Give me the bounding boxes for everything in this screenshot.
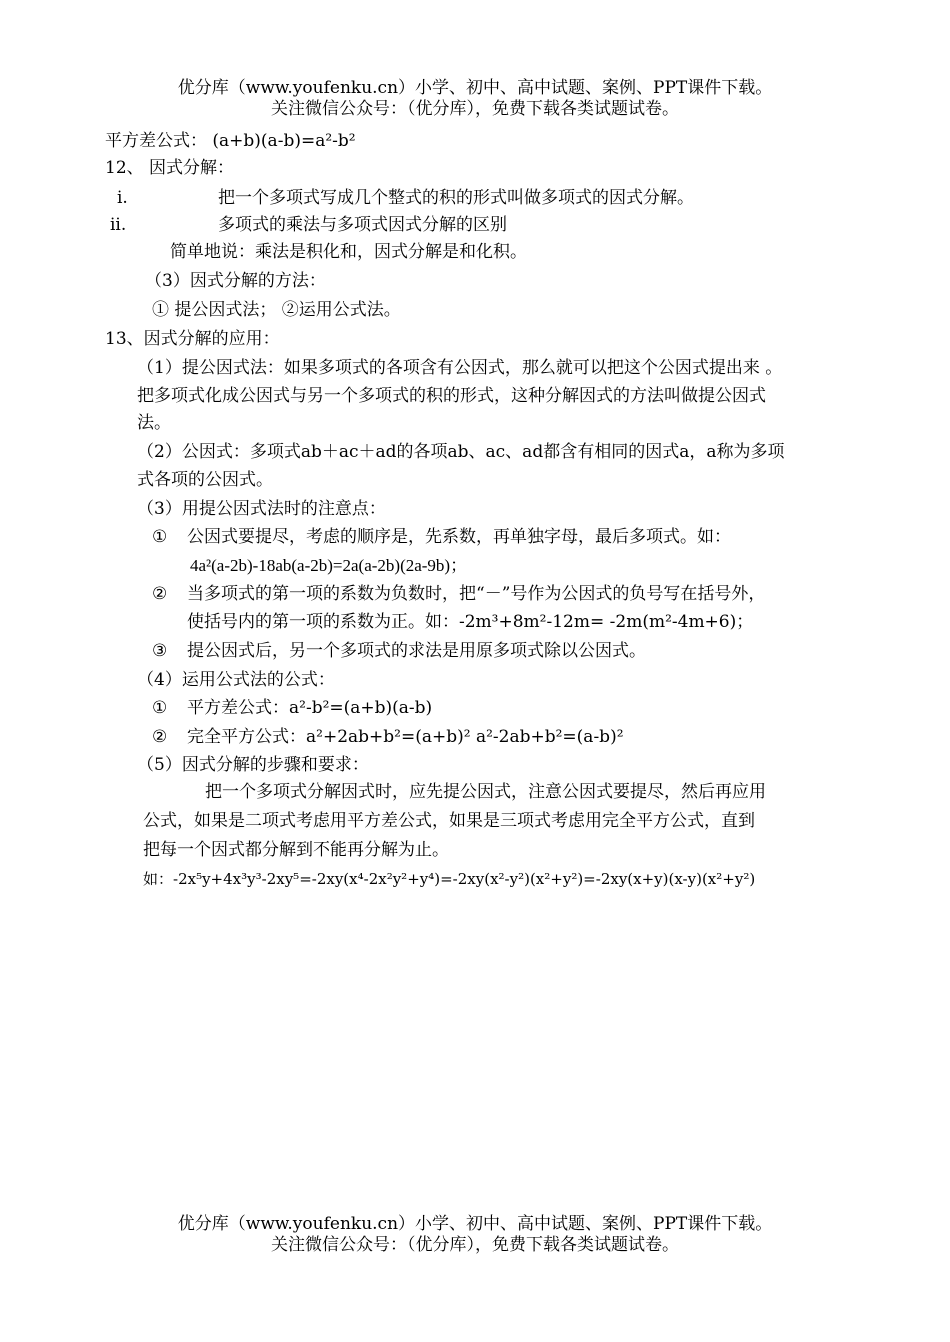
perfect-square: 完全平方公式：a²+2ab+b²=(a+b)² a²-2ab+b²=(a-b)² — [187, 727, 624, 747]
factoring-example: 如：-2x⁵y+4x³y³-2xy⁵=-2xy(x⁴-2x²y²+y⁴)=-2xy(x²-y²)(x²+y²)=-2xy(x+y)(x-y)(x²+y²) — [143, 870, 756, 888]
method-items: ① 提公因式法； ②运用公式法。 — [152, 300, 401, 320]
note-1-text: 公因式要提尽，考虑的顺序是，先系数，再单独字母，最后多项式。如： — [187, 527, 731, 547]
para-1-line-1: （1）提公因式法：如果多项式的各项含有公因式，那么就可以把这个公因式提出来 。 — [137, 358, 783, 378]
para-3-title: （3）用提公因式法时的注意点： — [137, 499, 386, 519]
footer-line-1: 优分库（www.youfenku.cn）小学、初中、高中试题、案例、PPT课件下载。 — [177, 1214, 773, 1234]
note-1-example: 4a²(a-2b)-18ab(a-2b)=2a(a-2b)(2a-9b)； — [190, 556, 468, 575]
para-5-line-1: 把一个多项式分解因式时，应先提公因式，注意公因式要提尽，然后再应用 — [205, 782, 766, 802]
para-2-line-2: 式各项的公因式。 — [137, 470, 273, 490]
para-5-line-2: 公式，如果是二项式考虑用平方差公式，如果是三项式考虑用完全平方公式，直到 — [143, 811, 755, 831]
note-1-marker: ① — [152, 527, 168, 547]
note-3-text: 提公因式后，另一个多项式的求法是用原多项式除以公因式。 — [187, 641, 646, 661]
difference-of-squares: 平方差公式：a²-b²=(a+b)(a-b) — [187, 698, 433, 718]
difference-text: 多项式的乘法与多项式因式分解的区别 — [218, 215, 507, 235]
section-13-heading: 13、因式分解的应用： — [105, 329, 280, 349]
simple-statement: 简单地说：乘法是积化和，因式分解是和化积。 — [170, 242, 527, 262]
para-1-line-3: 法。 — [137, 413, 171, 433]
note-2-line-1: 当多项式的第一项的系数为负数时，把“－”号作为公因式的负号写在括号外， — [187, 584, 766, 604]
formula-2-marker: ② — [152, 727, 168, 747]
footer-line-2: 关注微信公众号：（优分库），免费下载各类试题试卷。 — [271, 1235, 679, 1255]
note-2-line-2: 使括号内的第一项的系数为正。如：-2m³+8m²-12m= -2m(m²-4m+6)； — [187, 612, 754, 632]
para-4-title: （4）运用公式法的公式： — [137, 670, 335, 690]
section-12-heading: 12、 因式分解： — [105, 158, 235, 178]
header-line-2: 关注微信公众号：（优分库），免费下载各类试题试卷。 — [271, 99, 679, 119]
list-marker-i: i. — [117, 188, 128, 208]
note-2-marker: ② — [152, 584, 168, 604]
para-1-line-2: 把多项式化成公因式与另一个多项式的积的形式，这种分解因式的方法叫做提公因式 — [137, 386, 766, 406]
diff-formula: 平方差公式： (a+b)(a-b)=a²-b² — [105, 131, 356, 151]
method-title: （3）因式分解的方法： — [145, 271, 326, 291]
para-2-line-1: （2）公因式：多项式ab＋ac＋ad的各项ab、ac、ad都含有相同的因式a，a称为多项 — [137, 442, 785, 462]
para-5-title: （5）因式分解的步骤和要求： — [137, 755, 369, 775]
formula-1-marker: ① — [152, 698, 168, 718]
list-marker-ii: ii. — [110, 215, 127, 235]
note-3-marker: ③ — [152, 641, 168, 661]
para-5-line-3: 把每一个因式都分解到不能再分解为止。 — [143, 840, 449, 860]
header-line-1: 优分库（www.youfenku.cn）小学、初中、高中试题、案例、PPT课件下载。 — [177, 78, 773, 98]
definition-text: 把一个多项式写成几个整式的积的形式叫做多项式的因式分解。 — [218, 188, 694, 208]
